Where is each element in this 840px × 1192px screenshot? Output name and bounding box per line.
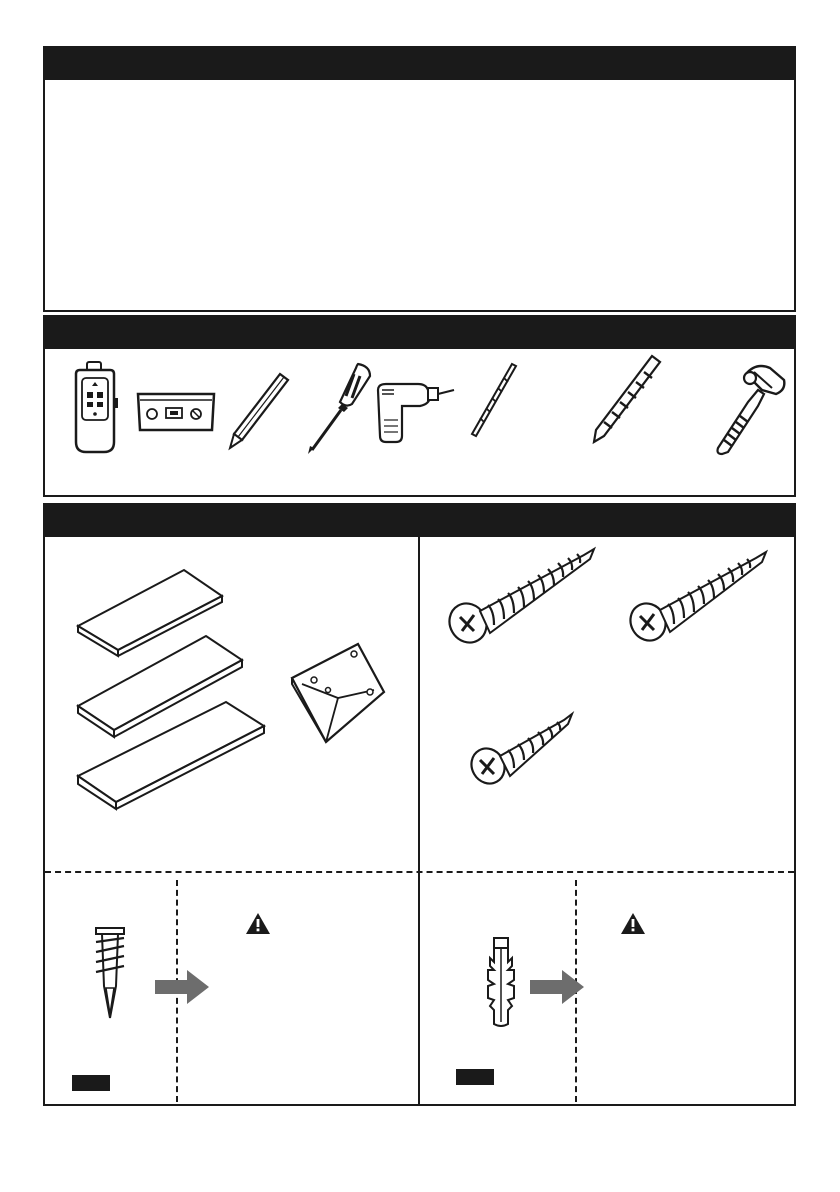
drill-bit-small-icon — [468, 362, 518, 440]
parts-section-header — [45, 505, 794, 537]
wall-plug-icon — [482, 936, 522, 1028]
anchor-badge — [456, 1069, 494, 1085]
drill-bit-large-icon — [588, 354, 662, 444]
spirit-level-icon — [136, 390, 216, 434]
power-drill-icon — [372, 380, 456, 444]
arrow-right-icon — [530, 970, 584, 1004]
shelf-board-icon — [74, 568, 270, 810]
hammer-icon — [710, 360, 786, 458]
tools-section-header — [45, 317, 794, 349]
info-section — [43, 46, 796, 312]
screw-long-icon — [444, 545, 600, 651]
screw-long-icon — [626, 550, 772, 650]
pencil-icon — [226, 370, 292, 450]
screw-short-icon — [468, 712, 578, 790]
screwdriver-icon — [304, 362, 376, 456]
warning-icon — [246, 913, 270, 934]
warning-icon — [621, 913, 645, 934]
stud-finder-icon — [70, 362, 120, 454]
parts-column-divider — [418, 535, 420, 1105]
parts-row-divider — [45, 871, 794, 873]
arrow-right-icon — [155, 970, 209, 1004]
info-section-header — [45, 48, 794, 80]
anchor-badge — [72, 1075, 110, 1091]
shelf-bracket-icon — [288, 640, 388, 746]
drywall-anchor-icon — [92, 926, 128, 1020]
